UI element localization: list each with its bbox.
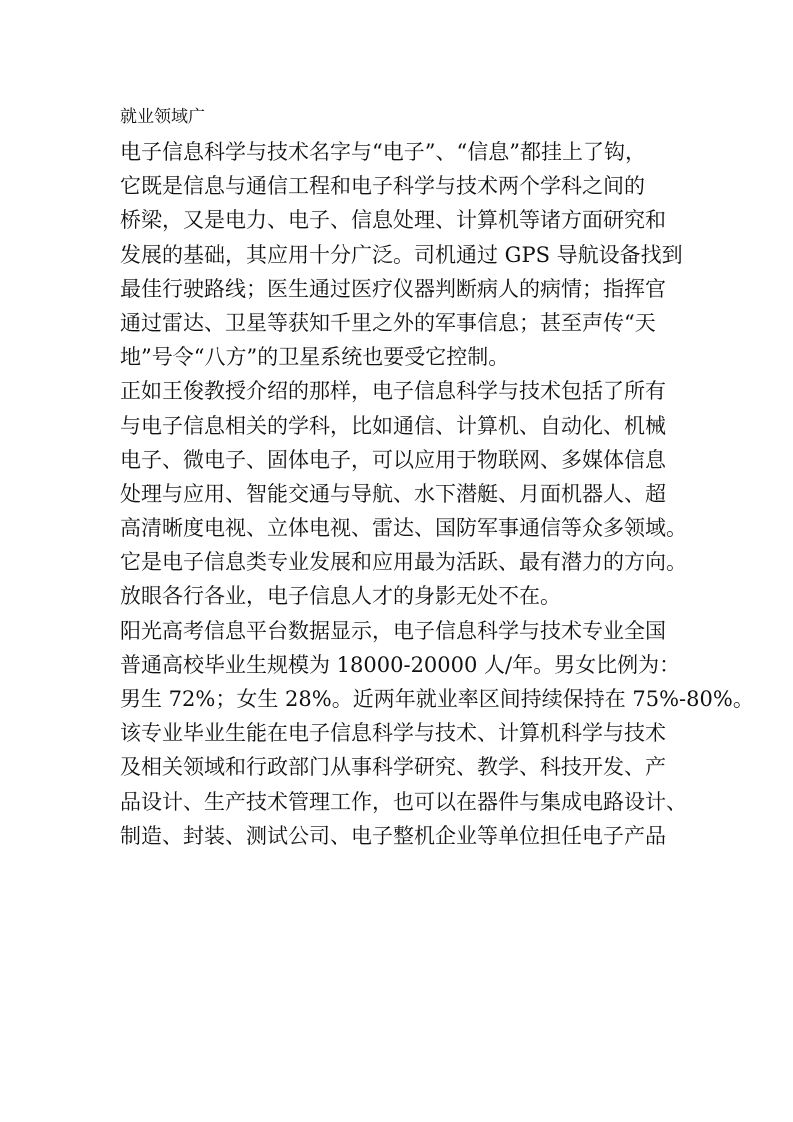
text-line: 该专业毕业生能在电子信息科学与技术、计算机科学与技术 bbox=[120, 721, 666, 746]
text-line: 高清晰度电视、立体电视、雷达、国防军事通信等众多领域。 bbox=[120, 516, 687, 541]
text-line: 品设计、生产技术管理工作，也可以在器件与集成电路设计、 bbox=[120, 789, 687, 814]
text-line: 通过雷达、卫星等获知千里之外的军事信息；甚至声传“天 bbox=[120, 310, 656, 335]
text-line: 阳光高考信息平台数据显示，电子信息科学与技术专业全国 bbox=[120, 618, 666, 643]
text-line: 最佳行驶路线；医生通过医疗仪器判断病人的病情；指挥官 bbox=[120, 276, 666, 301]
text-line: 及相关领域和行政部门从事科学研究、教学、科技开发、产 bbox=[120, 755, 666, 780]
text-line: 电子、微电子、固体电子，可以应用于物联网、多媒体信息 bbox=[120, 447, 666, 472]
text-line: 正如王俊教授介绍的那样，电子信息科学与技术包括了所有 bbox=[120, 379, 666, 404]
text-line: 男生 72%；女生 28%。近两年就业率区间持续保持在 75%-80%。 bbox=[120, 687, 754, 711]
text-line: 桥梁，又是电力、电子、信息处理、计算机等诸方面研究和 bbox=[120, 208, 666, 233]
text-line: 发展的基础，其应用十分广泛。司机通过 GPS 导航设备找到 bbox=[120, 242, 683, 267]
text-line: 它既是信息与通信工程和电子科学与技术两个学科之间的 bbox=[120, 174, 645, 199]
text-line: 它是电子信息类专业发展和应用最为活跃、最有潜力的方向。 bbox=[120, 550, 687, 575]
document-body bbox=[120, 99, 754, 853]
text-line: 制造、封装、测试公司、电子整机企业等单位担任电子产品 bbox=[120, 823, 666, 848]
text-line: 处理与应用、智能交通与导航、水下潜艇、月面机器人、超 bbox=[120, 481, 666, 506]
text-line: 电子信息科学与技术名字与“电子”、“信息”都挂上了钩， bbox=[120, 140, 646, 164]
section-heading: 就业领域广 bbox=[120, 107, 205, 127]
text-line: 普通高校毕业生规模为 18000-20000 人/年。男女比例为： bbox=[120, 652, 681, 677]
text-line: 地”号令“八方”的卫星系统也要受它控制。 bbox=[120, 345, 510, 370]
text-line: 与电子信息相关的学科，比如通信、计算机、自动化、机械 bbox=[120, 413, 666, 438]
text-line: 放眼各行各业，电子信息人才的身影无处不在。 bbox=[120, 584, 561, 609]
